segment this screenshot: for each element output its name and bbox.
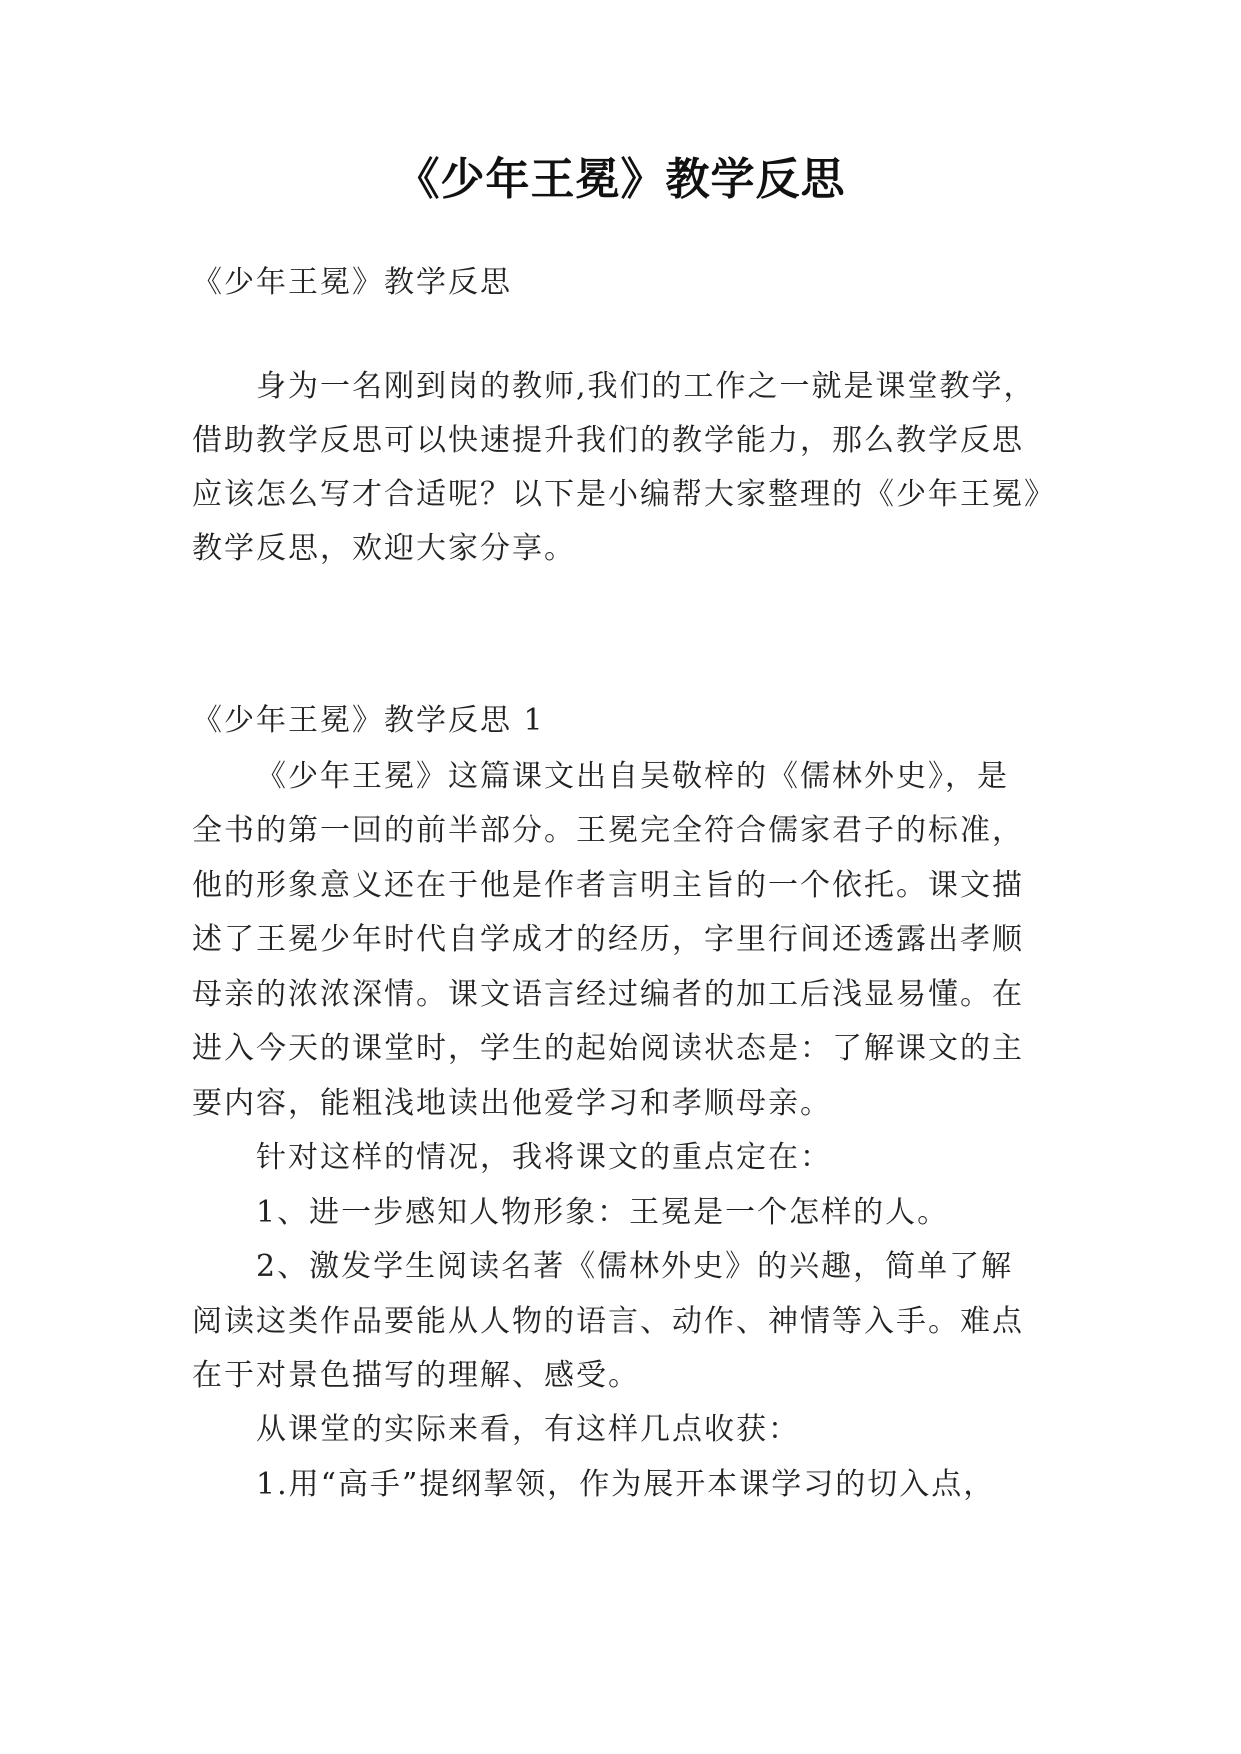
body-line: 他的形象意义还在于他是作者言明主旨的一个依托。课文描	[192, 868, 1024, 903]
body-line: 述了王冕少年时代自学成才的经历，字里行间还透露出孝顺	[192, 922, 1024, 957]
body-line: 在于对景色描写的理解、感受。	[192, 1358, 640, 1393]
intro-line: 教学反思，欢迎大家分享。	[192, 531, 576, 566]
body-line: 母亲的浓浓深情。课文语言经过编者的加工后浅显易懂。在	[192, 977, 1024, 1012]
body-line: 针对这样的情况，我将课文的重点定在：	[256, 1140, 832, 1175]
intro-line: 借助教学反思可以快速提升我们的教学能力，那么教学反思	[192, 423, 1024, 458]
page-title: 《少年王冕》教学反思	[395, 154, 846, 205]
body-line: 1、进一步感知人物形象：王冕是一个怎样的人。	[256, 1195, 950, 1230]
body-line: 要内容，能粗浅地读出他爱学习和孝顺母亲。	[192, 1086, 832, 1121]
body-line: 2、激发学生阅读名著《儒林外史》的兴趣，简单了解	[256, 1249, 1014, 1284]
section-heading: 《少年王冕》教学反思 1	[192, 703, 545, 738]
intro-line: 身为一名刚到岗的教师,我们的工作之一就是课堂教学，	[256, 369, 1036, 404]
body-line: 全书的第一回的前半部分。王冕完全符合儒家君子的标准，	[192, 813, 1024, 848]
body-line: 阅读这类作品要能从人物的语言、动作、神情等入手。难点	[192, 1304, 1024, 1339]
body-line: 从课堂的实际来看，有这样几点收获：	[256, 1412, 800, 1447]
body-line: 进入今天的课堂时，学生的起始阅读状态是：了解课文的主	[192, 1031, 1024, 1066]
intro-line: 应该怎么写才合适呢？以下是小编帮大家整理的《少年王冕》	[192, 477, 1056, 512]
subtitle: 《少年王冕》教学反思	[192, 265, 512, 300]
body-line: 1.用“高手”提纲挈领，作为展开本课学习的切入点，	[256, 1467, 996, 1502]
body-line: 《少年王冕》这篇课文出自吴敬梓的《儒林外史》，是	[256, 759, 1009, 794]
